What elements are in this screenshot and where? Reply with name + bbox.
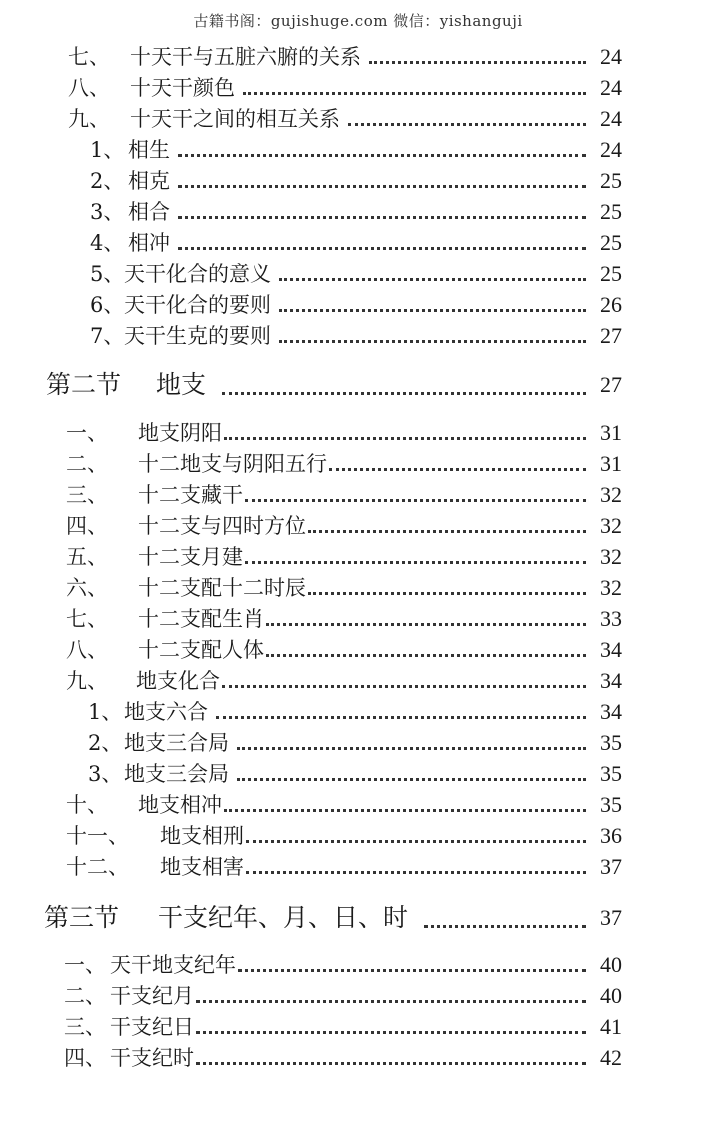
entry-number: 五、: [66, 545, 108, 569]
section-heading-3[interactable]: [0, 897, 716, 933]
entry-page: 24: [600, 75, 622, 100]
entry-number: 七、: [68, 45, 110, 69]
toc-entry[interactable]: [0, 162, 716, 193]
entry-title: 地支阴阳: [138, 421, 222, 445]
entry-page: 24: [600, 137, 622, 162]
toc-entry[interactable]: [0, 69, 716, 100]
toc-entry[interactable]: [0, 1008, 716, 1039]
entry-page: 32: [600, 513, 622, 538]
leader-dots: [237, 778, 586, 781]
entry-page: 26: [600, 292, 622, 317]
entry-page: 32: [600, 544, 622, 569]
toc-entry[interactable]: [0, 538, 716, 569]
entry-title: 十二支月建: [138, 545, 243, 569]
entry-number: 九、: [68, 107, 110, 131]
toc-entry[interactable]: [0, 724, 716, 755]
entry-page: 42: [600, 1045, 622, 1070]
entry-title: 干支纪月: [110, 984, 194, 1008]
entry-title: 天干化合的要则: [124, 293, 271, 317]
entry-title: 相合: [128, 200, 170, 224]
toc-entry[interactable]: [0, 662, 716, 693]
entry-title: 十天干与五脏六腑的关系: [130, 45, 361, 69]
entry-page: 36: [600, 823, 622, 848]
entry-page: 27: [600, 372, 622, 397]
entry-page: 25: [600, 168, 622, 193]
leader-dots: [222, 392, 586, 395]
toc-entry[interactable]: [0, 224, 716, 255]
entry-page: 40: [600, 952, 622, 977]
entry-page: 32: [600, 482, 622, 507]
entry-number: 十二、: [66, 855, 129, 879]
toc-entry[interactable]: [0, 977, 716, 1008]
entry-number: 1、: [88, 700, 123, 724]
leader-dots: [266, 623, 586, 626]
entry-number: 3、: [90, 200, 125, 224]
entry-number: 一、: [64, 953, 106, 977]
toc-entry[interactable]: [0, 848, 716, 879]
toc-entry[interactable]: [0, 693, 716, 724]
leader-dots: [279, 309, 586, 312]
entry-page: 27: [600, 323, 622, 348]
entry-page: 31: [600, 451, 622, 476]
leader-dots: [246, 840, 586, 843]
entry-number: 二、: [66, 452, 108, 476]
leader-dots: [178, 185, 586, 188]
entry-number: 六、: [66, 576, 108, 600]
entry-title: 地支三合局: [124, 731, 229, 755]
entry-page: 34: [600, 637, 622, 662]
entry-number: 十一、: [66, 824, 129, 848]
toc-entry[interactable]: [0, 131, 716, 162]
entry-title: 天干化合的意义: [124, 262, 271, 286]
entry-page: 40: [600, 983, 622, 1008]
entry-page: 35: [600, 730, 622, 755]
entry-page: 24: [600, 106, 622, 131]
entry-number: 二、: [64, 984, 106, 1008]
leader-dots: [266, 654, 586, 657]
leader-dots: [308, 592, 586, 595]
entry-title: 十天干颜色: [130, 76, 235, 100]
entry-number: 八、: [68, 76, 110, 100]
entry-number: 4、: [90, 231, 125, 255]
entry-page: 37: [600, 905, 622, 930]
toc-entry[interactable]: [0, 100, 716, 131]
entry-number: 7、: [90, 324, 125, 348]
leader-dots: [222, 685, 586, 688]
entry-number: 2、: [88, 731, 123, 755]
leader-dots: [245, 499, 586, 502]
toc-entry[interactable]: [0, 38, 716, 69]
section-heading-2[interactable]: [0, 364, 716, 400]
entry-title: 十二地支与阴阳五行: [138, 452, 327, 476]
entry-title: 十天干之间的相互关系: [130, 107, 340, 131]
entry-title: 地支化合: [136, 669, 220, 693]
entry-title: 十二支与四时方位: [138, 514, 306, 538]
entry-title: 十二支藏干: [138, 483, 243, 507]
entry-page: 35: [600, 761, 622, 786]
entry-number: 九、: [66, 669, 108, 693]
entry-number: 四、: [64, 1046, 106, 1070]
entry-title: 干支纪日: [110, 1015, 194, 1039]
entry-page: 37: [600, 854, 622, 879]
entry-title: 地支相冲: [138, 793, 222, 817]
entry-number: 八、: [66, 638, 108, 662]
leader-dots: [329, 468, 586, 471]
entry-number: 2、: [90, 169, 125, 193]
section-number: 第三节: [44, 903, 120, 932]
entry-page: 25: [600, 230, 622, 255]
entry-title: 相冲: [128, 231, 170, 255]
leader-dots: [369, 61, 586, 64]
entry-page: 34: [600, 699, 622, 724]
toc-entry[interactable]: [0, 193, 716, 224]
leader-dots: [196, 1031, 586, 1034]
toc-entry[interactable]: [0, 755, 716, 786]
entry-number: 6、: [90, 293, 125, 317]
entry-page: 25: [600, 261, 622, 286]
entry-page: 24: [600, 44, 622, 69]
leader-dots: [178, 216, 586, 219]
leader-dots: [224, 437, 586, 440]
entry-page: 25: [600, 199, 622, 224]
entry-title: 干支纪时: [110, 1046, 194, 1070]
entry-title: 相克: [128, 169, 170, 193]
entry-title: 十二支配生肖: [138, 607, 264, 631]
leader-dots: [279, 278, 586, 281]
leader-dots: [178, 154, 586, 157]
entry-page: 33: [600, 606, 622, 631]
leader-dots: [196, 1062, 586, 1065]
toc-entry[interactable]: [0, 286, 716, 317]
entry-number: 三、: [66, 483, 108, 507]
toc-entry[interactable]: [0, 786, 716, 817]
toc-entry[interactable]: [0, 317, 716, 348]
entry-title: 天干地支纪年: [110, 953, 236, 977]
toc-entry[interactable]: [0, 631, 716, 662]
leader-dots: [348, 123, 586, 126]
entry-number: 3、: [88, 762, 123, 786]
leader-dots: [224, 809, 586, 812]
toc-entry[interactable]: [0, 946, 716, 977]
toc-entry[interactable]: [0, 600, 716, 631]
entry-title: 相生: [128, 138, 170, 162]
entry-number: 四、: [66, 514, 108, 538]
section-number: 第二节: [46, 370, 122, 399]
toc-entry[interactable]: [0, 569, 716, 600]
entry-title: 地支三会局: [124, 762, 229, 786]
entry-page: 35: [600, 792, 622, 817]
entry-title: 地支六合: [124, 700, 208, 724]
entry-number: 1、: [90, 138, 125, 162]
entry-page: 32: [600, 575, 622, 600]
leader-dots: [245, 561, 586, 564]
toc-entry[interactable]: [0, 476, 716, 507]
entry-page: 34: [600, 668, 622, 693]
entry-title: 天干生克的要则: [124, 324, 271, 348]
toc-entry[interactable]: [0, 445, 716, 476]
leader-dots: [243, 92, 586, 95]
toc-entry[interactable]: [0, 817, 716, 848]
toc-entry[interactable]: [0, 1039, 716, 1070]
leader-dots: [237, 747, 586, 750]
entry-title: 十二支配人体: [138, 638, 264, 662]
entry-page: 41: [600, 1014, 622, 1039]
toc-entry[interactable]: [0, 414, 716, 445]
entry-title: 地支相害: [160, 855, 244, 879]
entry-title: 十二支配十二时辰: [138, 576, 306, 600]
entry-title: 地支相刑: [160, 824, 244, 848]
leader-dots: [178, 247, 586, 250]
entry-number: 5、: [90, 262, 125, 286]
leader-dots: [238, 969, 586, 972]
entry-number: 一、: [66, 421, 108, 445]
leader-dots: [196, 1000, 586, 1003]
section-title: 地支: [156, 370, 207, 399]
watermark-text: 古籍书阁：gujishuge.com 微信：yishanguji: [193, 12, 523, 30]
toc-entry[interactable]: [0, 255, 716, 286]
leader-dots: [308, 530, 586, 533]
leader-dots: [216, 716, 586, 719]
section-title: 干支纪年、月、日、时: [158, 903, 409, 932]
entry-page: 31: [600, 420, 622, 445]
leader-dots: [246, 871, 586, 874]
leader-dots: [279, 340, 586, 343]
entry-number: 三、: [64, 1015, 106, 1039]
entry-number: 七、: [66, 607, 108, 631]
entry-number: 十、: [66, 793, 108, 817]
leader-dots: [424, 925, 586, 928]
toc-entry[interactable]: [0, 507, 716, 538]
